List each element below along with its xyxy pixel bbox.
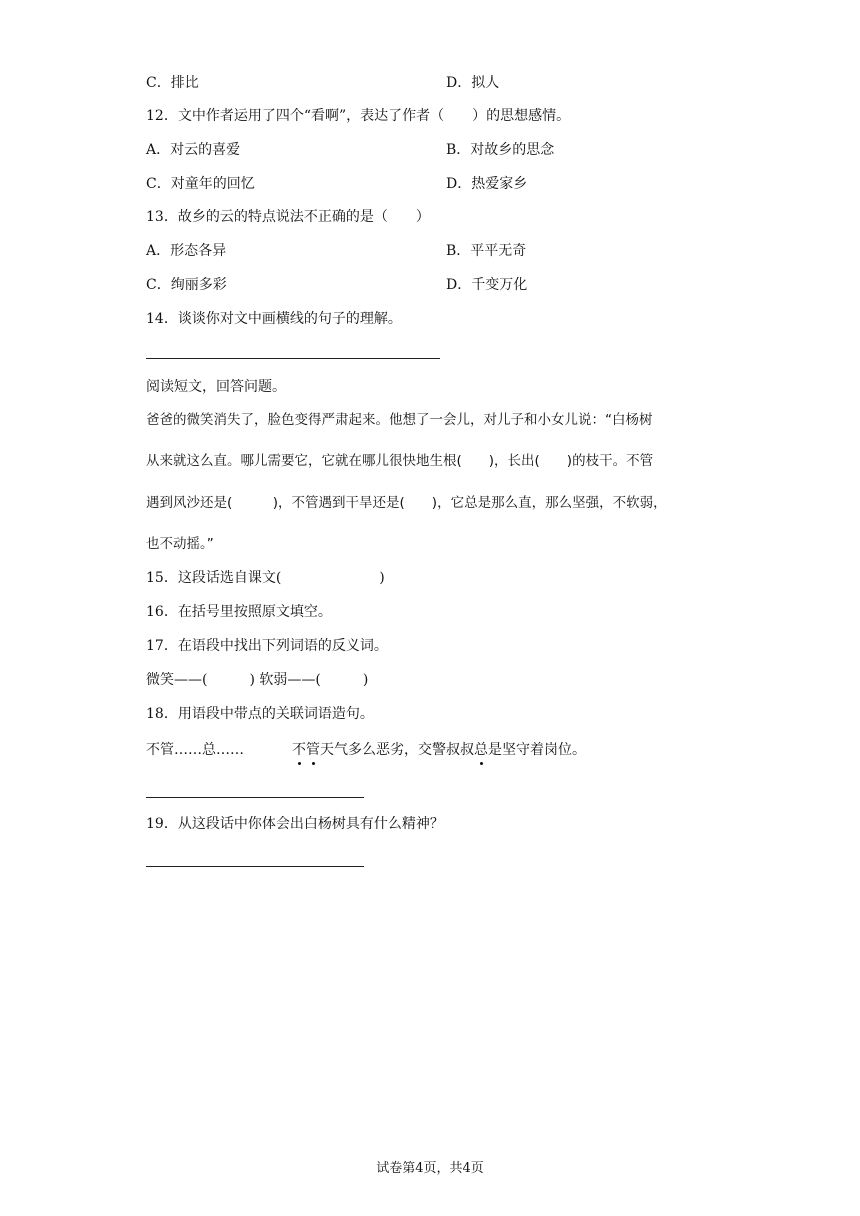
q12-option-c: C．对童年的回忆 <box>146 176 255 192</box>
page-footer: 试卷第4页，共4页 <box>376 1161 484 1176</box>
q13-option-d: D．千变万化 <box>446 277 528 293</box>
q19-answer-line[interactable] <box>146 866 364 867</box>
q11-option-d: D．拟人 <box>446 75 500 91</box>
q18-example-sentence <box>292 741 586 759</box>
q11-option-c: C．排比 <box>146 75 199 91</box>
q13-option-b: B．平平无奇 <box>446 243 527 259</box>
reading-instruction: 阅读短文，回答问题。 <box>146 379 286 395</box>
passage-line-1: 爸爸的微笑消失了，脸色变得严肃起来。他想了一会儿，对儿子和小女儿说：“白杨树 <box>146 412 653 428</box>
q12-question: 12．文中作者运用了四个“看啊”，表达了作者（ ）的思想感情。 <box>146 108 571 124</box>
q12-option-b: B．对故乡的思念 <box>446 142 555 158</box>
example-text: 是坚守着岗位。 <box>488 742 586 758</box>
q14-answer-line[interactable] <box>146 358 440 359</box>
example-text: 天气多么恶劣，交警叔叔 <box>320 742 474 758</box>
passage-line-3: 遇到风沙还是( )，不管遇到干旱还是( )，它总是那么直，那么坚强，不软弱， <box>146 495 667 511</box>
q17-question: 17．在语段中找出下列词语的反义词。 <box>146 638 388 654</box>
passage-line-4: 也不动摇。” <box>146 536 214 552</box>
q13-option-a: A．形态各异 <box>146 243 227 259</box>
q12-option-a: A．对云的喜爱 <box>146 142 241 158</box>
dotted-char: 不 <box>292 742 306 758</box>
q12-option-d: D．热爱家乡 <box>446 176 528 192</box>
q18-answer-line[interactable] <box>146 797 364 798</box>
q16-question: 16．在括号里按照原文填空。 <box>146 604 332 620</box>
dotted-char: 管 <box>306 742 320 758</box>
q14-question: 14．谈谈你对文中画横线的句子的理解。 <box>146 311 402 327</box>
q18-pattern: 不管……总…… <box>146 742 244 758</box>
dotted-char: 总 <box>474 742 488 758</box>
q13-option-c: C．绚丽多彩 <box>146 277 227 293</box>
passage-line-2: 从来就这么直。哪儿需要它，它就在哪儿很快地生根( )，长出( )的枝干。不管 <box>146 453 654 469</box>
q13-question: 13．故乡的云的特点说法不正确的是（ ） <box>146 209 430 225</box>
q17-answer-line: 微笑——( ) 软弱——( ) <box>146 672 369 688</box>
q15-question: 15．这段话选自课文( ) <box>146 570 385 586</box>
q19-question: 19．从这段话中你体会出白杨树具有什么精神？ <box>146 816 444 832</box>
q18-question: 18．用语段中带点的关联词语造句。 <box>146 706 374 722</box>
